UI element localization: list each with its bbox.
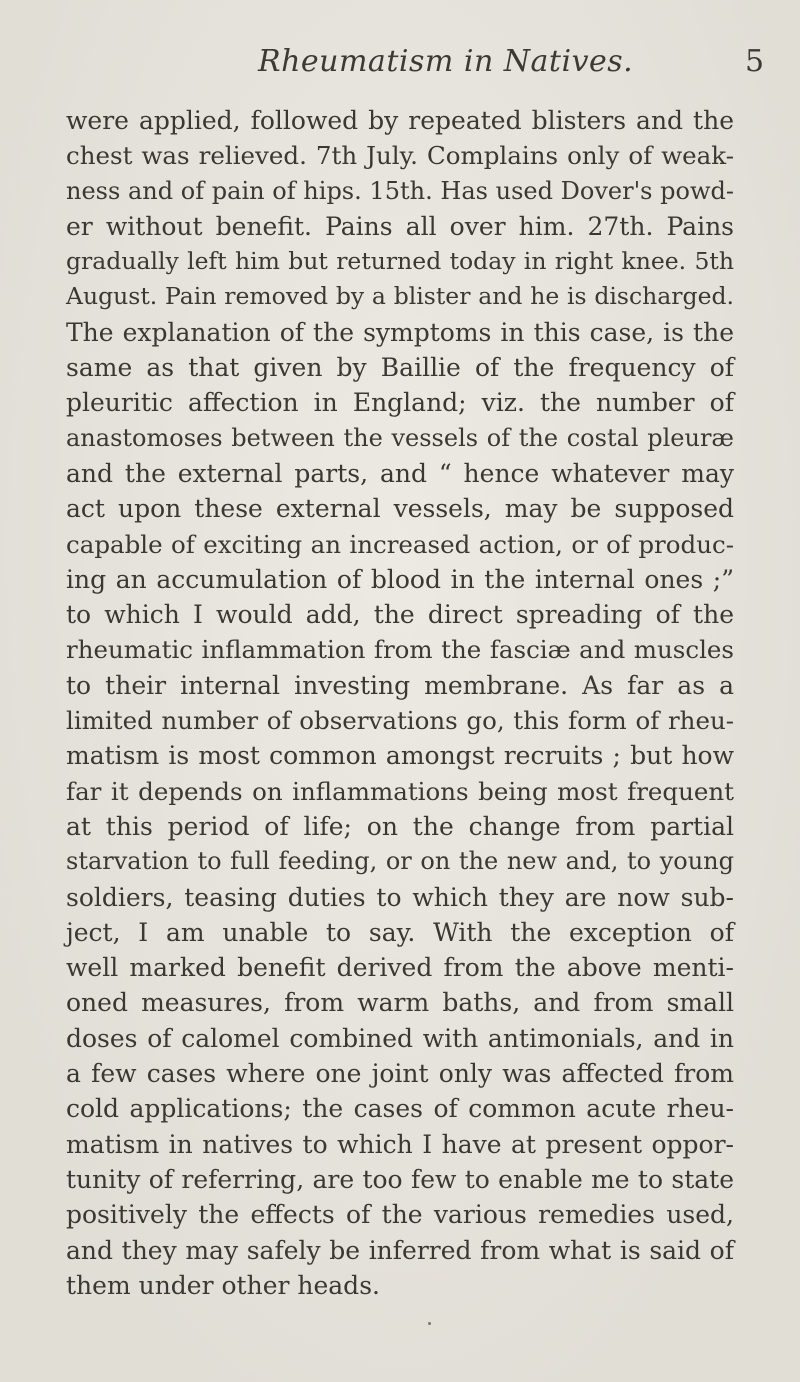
text-line: and they may safely be inferred from what is said of [66,1235,734,1265]
text-line: act upon these external vessels, may be supposed [66,494,734,524]
text-line: limited number of observations go, this form of rheu- [66,706,734,736]
page-number: 5 [745,44,765,79]
text-line: oned measures, from warm baths, and from small [66,988,734,1018]
text-line: at this period of life; on the change from partial [66,811,734,841]
text-line: them under other heads. [66,1270,380,1300]
text-line: to which I would add, the direct spreading of the [66,600,734,630]
text-line: ject, I am unable to say. With the exception of [66,917,734,947]
text-line: ness and of pain of hips. 15th. Has used Dover's powd- [66,176,734,205]
text-line: ing an accumulation of blood in the internal ones ;” [66,564,734,594]
text-line: chest was relieved. 7th July. Complains only of weak- [66,141,734,171]
text-line: positively the effects of the various remedies used, [66,1200,734,1230]
text-line: and the external parts, and “ hence whatever may [66,458,734,488]
text-line: starvation to full feeding, or on the new and, to young [66,847,734,876]
running-title: Rheumatism in Natives. [258,44,634,79]
text-line: were applied, followed by repeated blisters and the [66,106,734,135]
text-line: pleuritic affection in England; viz. the number of [66,388,734,418]
text-line: matism is most common amongst recruits ; but how [66,741,734,771]
text-line: cold applications; the cases of common acute rheu- [66,1094,734,1124]
text-line: matism in natives to which I have at present oppor- [66,1129,734,1159]
text-line: well marked benefit derived from the above menti- [66,953,734,983]
text-line: capable of exciting an increased action, or of produc- [66,529,734,559]
text-line: anastomoses between the vessels of the costal pleuræ [66,423,734,452]
text-line: a few cases where one joint only was affected from [66,1059,734,1089]
running-head [0,44,800,84]
text-line: gradually left him but returned today in right knee. 5th [66,247,734,276]
text-line: er without benefit. Pains all over him. 27th. Pains [66,211,734,241]
text-line: far it depends on inflammations being most frequent [66,776,734,806]
text-line: tunity of referring, are too few to enable me to state [66,1164,734,1194]
text-line: to their internal investing membrane. As far as a [66,670,734,700]
text-line: The explanation of the symptoms in this case, is the [66,317,734,347]
text-line: doses of calomel combined with antimonials, and in [66,1023,734,1053]
text-line: rheumatic inflammation from the fasciæ and muscles [66,635,734,665]
text-line: same as that given by Baillie of the frequency of [66,353,734,383]
body-text [66,103,734,1303]
paper-speck [428,1322,431,1325]
text-line: August. Pain removed by a blister and he is discharged. [66,282,734,311]
text-line: soldiers, teasing duties to which they are now sub- [66,882,734,912]
